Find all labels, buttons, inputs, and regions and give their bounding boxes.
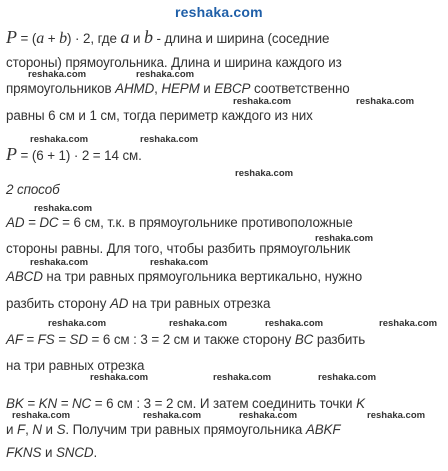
watermark: reshaka.com	[140, 134, 199, 145]
text-line: разбить сторону AD на три равных отрезка	[6, 296, 271, 311]
watermark: reshaka.com	[233, 96, 292, 107]
watermark: reshaka.com	[34, 203, 93, 214]
watermark: reshaka.com	[48, 318, 107, 329]
watermark: reshaka.com	[379, 318, 438, 329]
text-line: FKNS и SNCD.	[6, 445, 98, 460]
watermark: reshaka.com	[30, 257, 89, 268]
watermark: reshaka.com	[356, 96, 415, 107]
watermark: reshaka.com	[169, 318, 228, 329]
watermark: reshaka.com	[150, 257, 209, 268]
watermark: reshaka.com	[239, 410, 298, 421]
text-line: и F, N и S. Получим три равных прямоугольника ABKF	[6, 422, 341, 437]
watermark: reshaka.com	[235, 168, 294, 179]
text-line: на три равных отрезка	[6, 358, 145, 373]
text-line: ABCD на три равных прямоугольника вертикально, нужно	[6, 269, 363, 284]
formula-result-line: P = (6 + 1) · 2 = 14 см.	[6, 144, 142, 164]
watermark: reshaka.com	[213, 372, 272, 383]
watermark: reshaka.com	[367, 410, 426, 421]
text-line: стороны) прямоугольника. Длина и ширина каждого из	[6, 55, 342, 70]
text-line: прямоугольников AHMD, HEPM и EBCP соответственно	[6, 81, 350, 96]
watermark: reshaka.com	[12, 410, 71, 421]
site-logo: reshaka.com	[175, 4, 263, 20]
text-line: AF = FS = SD = 6 см : 3 = 2 см и также сторону BC разбить	[6, 332, 366, 347]
text-line: AD = DC = 6 см, т.к. в прямоугольнике противоположные	[6, 215, 353, 230]
watermark: reshaka.com	[90, 372, 149, 383]
watermark: reshaka.com	[136, 69, 195, 80]
text-line: равны 6 см и 1 см, тогда периметр каждого из них	[6, 108, 313, 123]
section-heading: 2 способ	[6, 182, 60, 197]
watermark: reshaka.com	[28, 69, 87, 80]
watermark: reshaka.com	[265, 318, 324, 329]
watermark: reshaka.com	[318, 372, 377, 383]
watermark: reshaka.com	[143, 410, 202, 421]
symbol-p: P	[6, 27, 17, 47]
text-line: BK = KN = NC = 6 см : 3 = 2 см. И затем соединить точки K	[6, 396, 365, 411]
formula-perimeter-line: P = (a + b) · 2, где a и b - длина и ширина (соседние	[6, 27, 330, 47]
watermark: reshaka.com	[315, 233, 374, 244]
text-line: стороны равны. Для того, чтобы разбить прямоугольник	[6, 241, 351, 256]
watermark: reshaka.com	[30, 134, 89, 145]
